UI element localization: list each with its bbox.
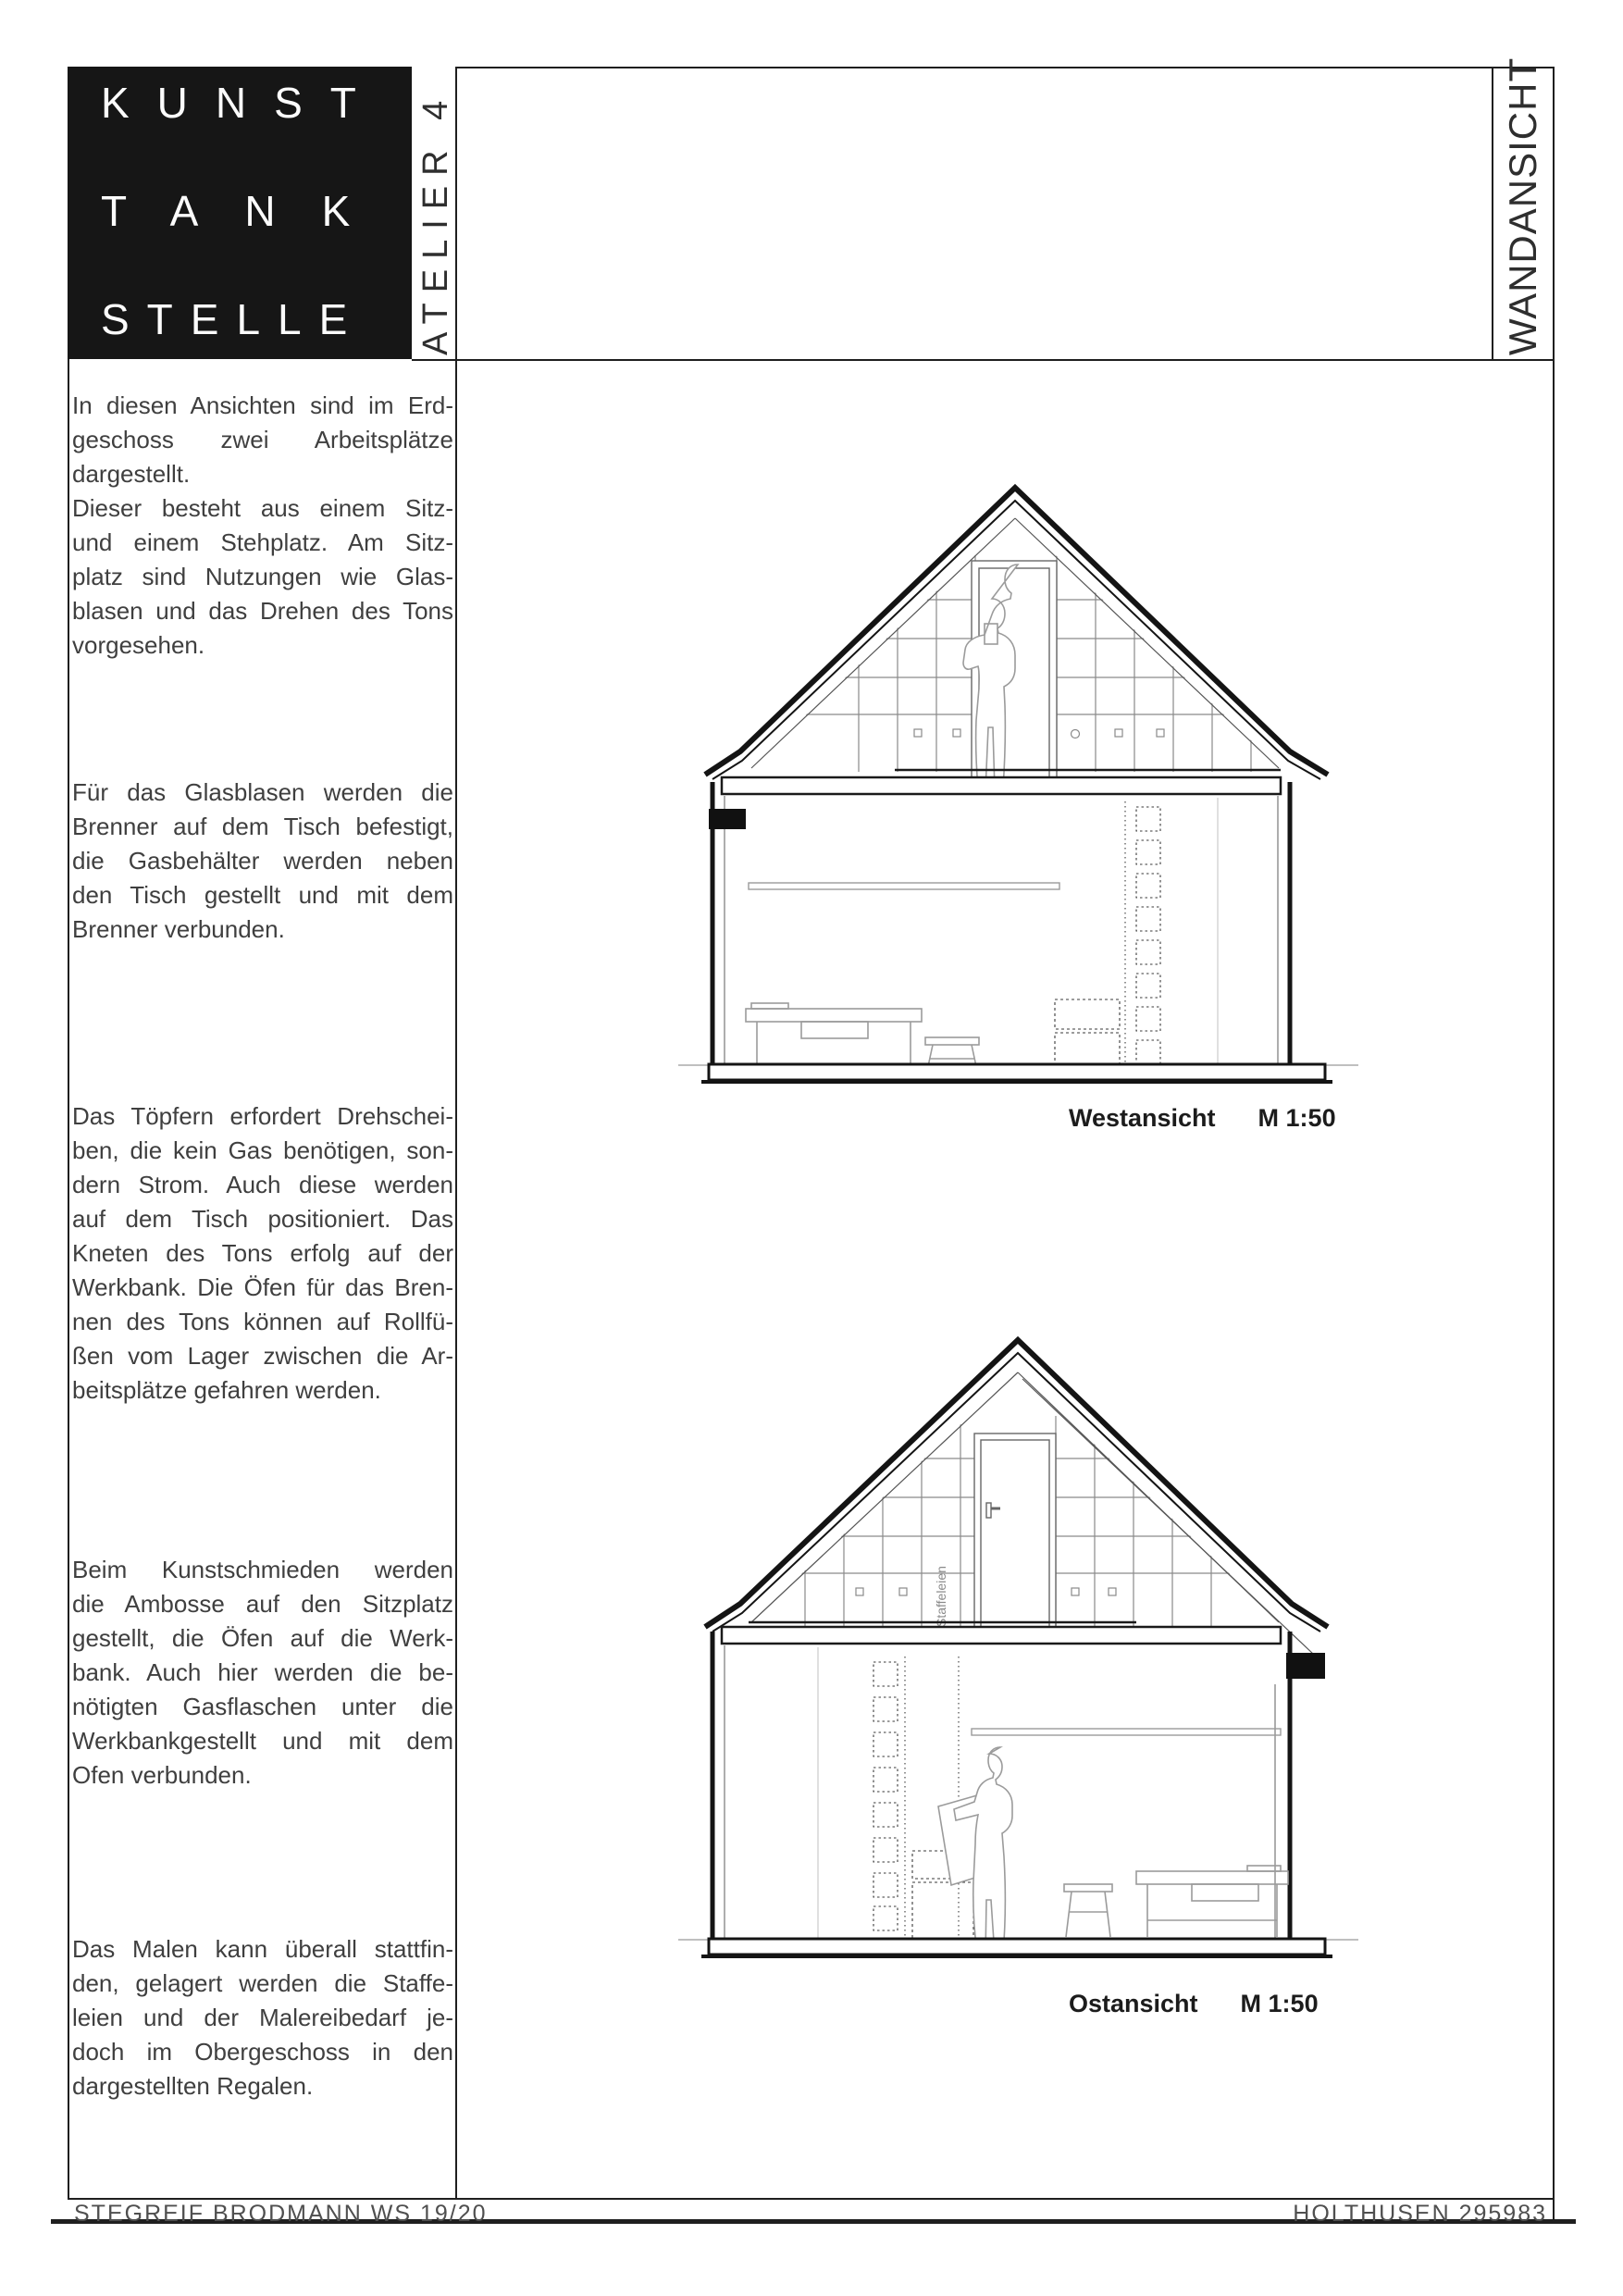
paragraph-line: dargestellt. xyxy=(72,460,191,488)
paragraph-line: die Ambosse auf den Sitzplatz xyxy=(72,1590,453,1618)
paragraph-line: Ofen verbunden. xyxy=(72,1761,252,1789)
paragraph-line: geschoss zwei Arbeitsplätze xyxy=(72,426,453,453)
paragraph-line: die Gasbehälter werden neben xyxy=(72,847,453,875)
paragraph-line: dern Strom. Auch diese werden xyxy=(72,1171,453,1198)
logo-line-1: KUNST xyxy=(101,79,384,127)
paragraph-line: doch im Obergeschoss in den xyxy=(72,2038,453,2066)
atelier-vertical-label: ATELIER 4 xyxy=(416,90,455,355)
kiln-dashed xyxy=(1055,999,1120,1071)
paragraph-line: Brenner verbunden. xyxy=(72,915,285,943)
right-border-line xyxy=(1553,67,1555,2223)
walls xyxy=(709,782,1290,1066)
paragraph-line: nötigten Gasflaschen unter die xyxy=(72,1693,453,1720)
paragraph-kunstschmieden xyxy=(72,1553,453,1793)
ostansicht-section-drawing xyxy=(666,1319,1397,1980)
beam-section-block xyxy=(709,809,746,829)
paragraph-line: blasen und das Drehen des Tons xyxy=(72,597,453,625)
paragraph-line: Das Malen kann überall stattfin- xyxy=(72,1935,453,1963)
paragraph-line: auf dem Tisch positioniert. Das xyxy=(72,1205,453,1233)
wall-shelf xyxy=(972,1729,1281,1735)
drawing-scale: M 1:50 xyxy=(1240,1990,1319,2017)
footer-project-label: STEGREIF BRODMANN WS 19/20 xyxy=(74,2201,488,2227)
chimney-ladder xyxy=(1125,801,1160,1071)
wandansicht-vertical-label: WANDANSICHT xyxy=(1501,56,1544,355)
paragraph-line: Für das Glasblasen werden die xyxy=(72,778,453,806)
work-table xyxy=(1136,1866,1288,1937)
logo-line-3: STELLE xyxy=(101,295,365,343)
paragraph-line: gestellt, die Öfen auf die Werk- xyxy=(72,1624,453,1652)
paragraph-glasblasen xyxy=(72,776,453,947)
attic-door xyxy=(974,1433,1056,1627)
footer-author-label: HOLTHUSEN 295983 xyxy=(1293,2201,1547,2227)
drawing-name: Ostansicht xyxy=(1069,1990,1198,2017)
base-slab xyxy=(701,1939,1332,1956)
staffeleien-annotation: Staffeleien xyxy=(934,1566,948,1627)
logo-line-2: TANK xyxy=(101,187,397,235)
chimney-ladder xyxy=(873,1657,973,1938)
ostansicht-label xyxy=(1069,1990,1319,2018)
header-band-bottom-line xyxy=(412,359,1555,361)
top-border-line xyxy=(456,67,1555,68)
walls xyxy=(712,1632,1325,1941)
paragraph-line: und einem Stehplatz. Am Sitz- xyxy=(72,528,453,556)
beam-section-block xyxy=(1286,1653,1325,1679)
paragraph-line: bank. Auch hier werden die be- xyxy=(72,1658,453,1686)
paragraph-line: Werkbank. Die Öfen für das Bren- xyxy=(72,1273,453,1301)
westansicht-section-drawing xyxy=(666,458,1397,1143)
left-border-line xyxy=(68,359,69,2200)
logo-kunsttankstelle xyxy=(68,67,412,359)
wall-shelf xyxy=(749,883,1059,889)
paragraph-malen xyxy=(72,1932,453,2104)
paragraph-line: Dieser besteht aus einem Sitz- xyxy=(72,494,453,522)
paragraph-line: platz sind Nutzungen wie Glas- xyxy=(72,563,453,590)
paragraph-toepfern xyxy=(72,1099,453,1408)
wandansicht-strip-line xyxy=(1492,68,1493,359)
paragraph-arbeitsplaetze xyxy=(72,389,453,663)
paragraph-line: Kneten des Tons erfolg auf der xyxy=(72,1239,453,1267)
paragraph-line: beitsplätze gefahren werden. xyxy=(72,1376,381,1404)
drawing-name: Westansicht xyxy=(1069,1104,1216,1132)
paragraph-line: ßen vom Lager zwischen die Ar- xyxy=(72,1342,453,1370)
column-divider-line xyxy=(455,67,457,2200)
footer-top-line xyxy=(68,2198,1555,2200)
paragraph-line: Werkbankgestellt und mit dem xyxy=(72,1727,453,1755)
paragraph-line: Das Töpfern erfordert Drehschei- xyxy=(72,1102,453,1130)
base-slab xyxy=(701,1064,1332,1082)
person-silhouette xyxy=(938,1747,1012,1955)
paragraph-line: Brenner auf dem Tisch befestigt, xyxy=(72,813,453,840)
work-table xyxy=(746,1003,922,1071)
paragraph-line: Beim Kunstschmieden werden xyxy=(72,1556,453,1583)
stool xyxy=(1064,1884,1112,1937)
paragraph-line: den, gelagert werden die Staffe- xyxy=(72,1969,453,1997)
paragraph-line: ben, die kein Gas benötigen, son- xyxy=(72,1136,453,1164)
paragraph-line: den Tisch gestellt und mit dem xyxy=(72,881,453,909)
westansicht-label xyxy=(1069,1104,1336,1133)
paragraph-line: nen des Tons können auf Rollfü- xyxy=(72,1308,453,1335)
paragraph-line: vorgesehen. xyxy=(72,631,205,659)
paragraph-line: leien und der Malereibedarf je- xyxy=(72,2004,453,2031)
paragraph-line: In diesen Ansichten sind im Erd- xyxy=(72,391,453,419)
paragraph-line: dargestellten Regalen. xyxy=(72,2072,314,2100)
drawing-scale: M 1:50 xyxy=(1258,1104,1336,1132)
